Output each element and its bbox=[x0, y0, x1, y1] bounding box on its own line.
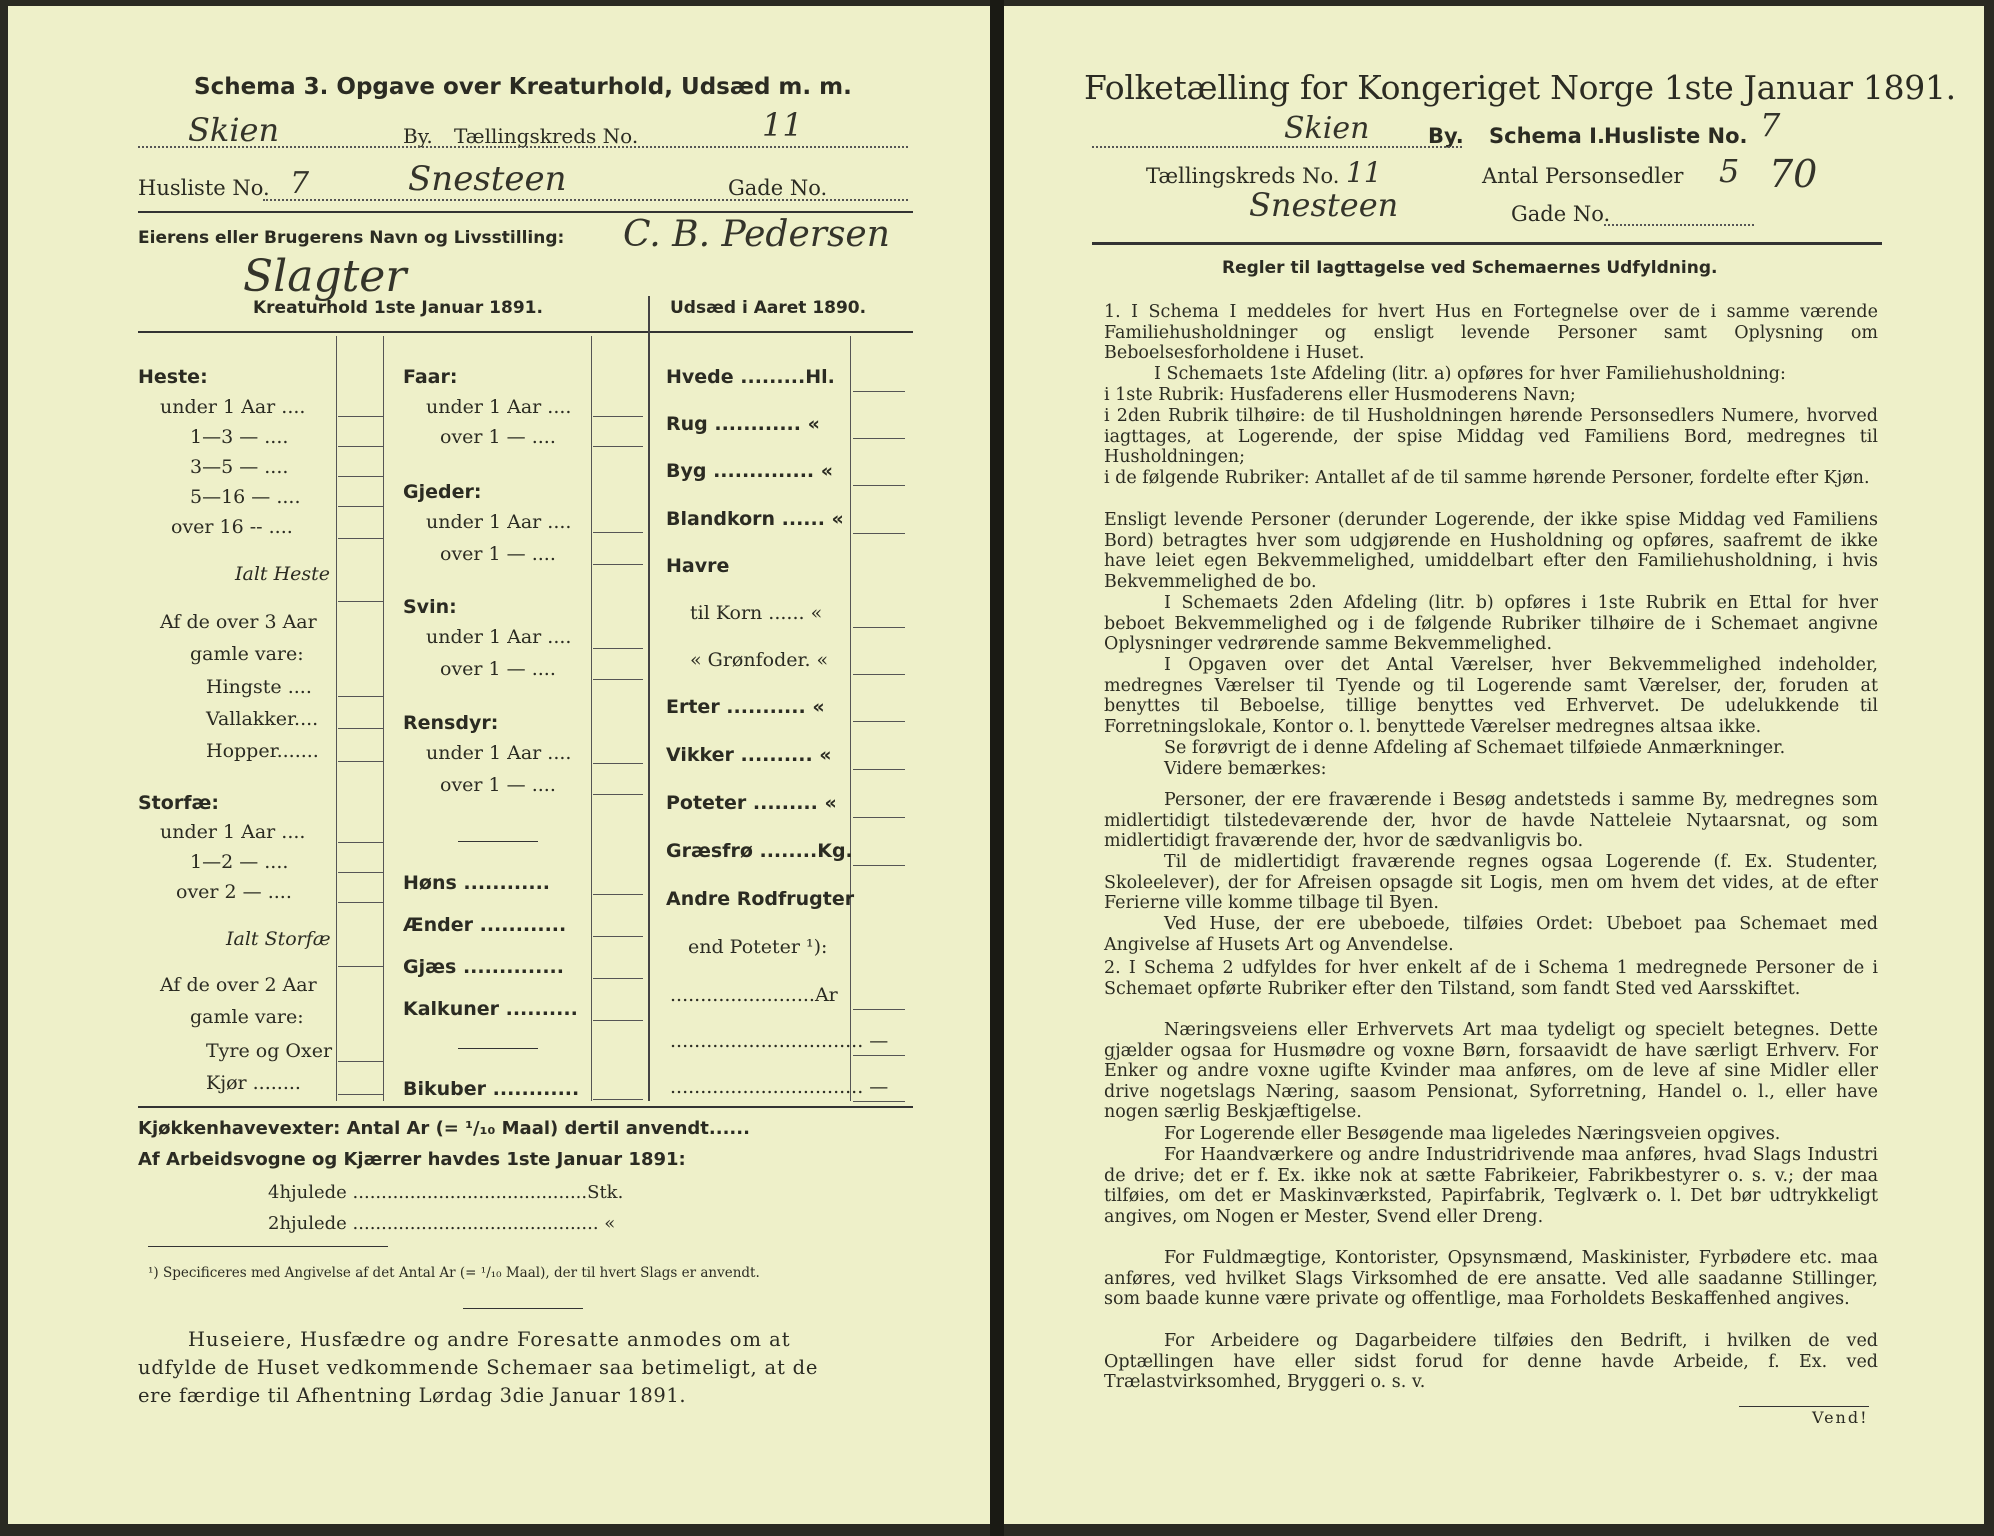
storfae-1-2: 1—2 — .... bbox=[190, 851, 289, 873]
kreds-value: 11 bbox=[1346, 156, 1382, 189]
faar-label: Faar: bbox=[403, 366, 458, 388]
kreds-label: Tællingskreds No. bbox=[454, 124, 639, 148]
gamle-vare-2: gamle vare: bbox=[190, 1006, 304, 1028]
rug: Rug ............ « bbox=[666, 413, 820, 435]
poteter: Poteter ......... « bbox=[666, 792, 837, 814]
by-value: Skien bbox=[188, 111, 280, 149]
schema3-title: Schema 3. Opgave over Kreaturhold, Udsæd m. m. bbox=[194, 74, 852, 100]
ar-line-3: ................................ — bbox=[670, 1076, 889, 1098]
ialt-heste: Ialt Heste bbox=[235, 563, 331, 585]
husliste-label: Husliste No. bbox=[138, 176, 270, 200]
erter: Erter ........... « bbox=[666, 696, 825, 718]
vallakker: Vallakker.... bbox=[206, 708, 319, 730]
street-value: Snesteen bbox=[1249, 186, 1399, 224]
four-wheel-line: 4hjulede .........................................Stk. bbox=[268, 1182, 624, 1203]
rule-para-15: Næringsveiens eller Erhvervets Art maa tydeligt og specielt betegnes. Dette gjælder ogsaa for Husmødre og voxne Børn, forsaavidt de have særligt Erhverv. For Enker og andre voxne ugifte Kvinder maa anføres, om de leve af sine Midler eller drive nogetslags Næring, saasom Pensionat, Syforretning, Handel o. l., eller have nogen særlig Beskjæftigelse. bbox=[1104, 1020, 1878, 1123]
ialt-storfae: Ialt Storfæ bbox=[226, 928, 331, 950]
havre-til-korn: til Korn ...... « bbox=[690, 602, 823, 624]
husliste-label: Husliste No. bbox=[1604, 124, 1748, 148]
hvede: Hvede .........Hl. bbox=[666, 366, 835, 388]
rules-heading: Regler til Iagttagelse ved Schemaernes Udfyldning. bbox=[1222, 258, 1718, 278]
vikker: Vikker .......... « bbox=[666, 744, 832, 766]
kreds-label: Tællingskreds No. bbox=[1146, 164, 1340, 188]
byg: Byg .............. « bbox=[666, 460, 834, 482]
closing-line-2: udfylde de Huset vedkommende Schemaer saa betimeligt, at de bbox=[138, 1356, 819, 1379]
storfae-label: Storfæ: bbox=[138, 792, 219, 814]
rule-para-18: For Fuldmægtige, Kontorister, Opsynsmænd, Maskinister, Fyrbødere etc. maa anføres, ved hvilket Slags Virksomhed de ere ansatte. Ved alle saadanne Stillinger, som baade kunne være private og offentlige, maa Forholdets Beskaffenhed angives. bbox=[1104, 1248, 1878, 1310]
census-title: Folketælling for Kongeriget Norge 1ste Januar 1891. bbox=[1084, 68, 1956, 107]
svin-label: Svin: bbox=[403, 596, 457, 618]
owner-occupation: Slagter bbox=[243, 251, 407, 302]
ar-line-1: ........................Ar bbox=[670, 984, 838, 1006]
heste-5-16: 5—16 — .... bbox=[190, 486, 301, 508]
havre-gronfoder: « Grønfoder. « bbox=[690, 649, 829, 671]
rule-para-6: Ensligt levende Personer (derunder Logerende, der ikke spise Middag ved Familiens Bord) betragtes hver som udgjørende en Husholdning og opføres, saafremt de ikke have leiet egen Bekvemmelighed, umiddelbart efter den Familiehusholdning, i hvis Bekvemmelighed de bo. bbox=[1104, 510, 1878, 592]
owner-name: C. B. Pedersen bbox=[623, 214, 890, 255]
andre-rodfrugter: Andre Rodfrugter bbox=[666, 888, 855, 910]
street-value: Snesteen bbox=[408, 159, 567, 199]
rule-para-3: i 1ste Rubrik: Husfaderens eller Husmoderens Navn; bbox=[1104, 385, 1576, 405]
gjeder-over-1: over 1 — .... bbox=[440, 543, 556, 565]
husliste-value: 7 bbox=[1760, 106, 1781, 144]
rule-para-17: For Haandværkere og andre Industridrivende maa anføres, hvad Slags Industri de drive; det er f. Ex. ikke nok at sætte Fabrikeier, Fabrikbestyrer o. s. v.; der maa tilføies, om det er Maskinværksted, Papirfabrik, Teglværk o. l. Det bør udtrykkeligt angives, om Nogen er Mester, Svend eller Dreng. bbox=[1104, 1145, 1878, 1227]
heste-1-3: 1—3 — .... bbox=[190, 426, 289, 448]
kreaturhold-heading: Kreaturhold 1ste Januar 1891. bbox=[253, 298, 543, 318]
tyre-og-oxer: Tyre og Oxer bbox=[206, 1040, 333, 1062]
by-value: Skien bbox=[1284, 111, 1370, 146]
rule-para-14: 2. I Schema 2 udfyldes for hver enkelt af de i Schema 1 medregnede Personer de i Schemaet opførte Rubriker efter den Tilstand, som fandt Sted ved Aarsskiftet. bbox=[1104, 958, 1878, 999]
af-over-2-aar: Af de over 2 Aar bbox=[160, 974, 317, 996]
rule-para-11: Personer, der ere fraværende i Besøg andetsteds i samme By, medregnes som midlertidigt tilstedeværende der, hvor de havde Natteleie Nytaarsnat, og som midlertidigt fraværende der, hvor de sædvanligvis bo. bbox=[1104, 790, 1878, 852]
hons: Høns ............ bbox=[403, 872, 551, 894]
udsaed-heading: Udsæd i Aaret 1890. bbox=[670, 298, 867, 318]
vehicles-heading: Af Arbeidsvogne og Kjærrer havdes 1ste Januar 1891: bbox=[138, 1149, 686, 1170]
svin-under-1: under 1 Aar .... bbox=[426, 626, 572, 648]
rule-para-2: I Schemaets 1ste Afdeling (litr. a) opføres for hver Familiehusholdning: bbox=[1154, 364, 1786, 384]
gade-label: Gade No. bbox=[728, 176, 828, 200]
rule-para-16: For Logerende eller Besøgende maa ligeledes Næringsveien opgives. bbox=[1164, 1124, 1781, 1144]
rule-para-7: I Schemaets 2den Afdeling (litr. b) opføres i 1ste Rubrik en Ettal for hver beboet Bekvemmelighed og i de følgende Rubriker tilhøire de i Schemaet angivne Oplysninger vedrørende samme Bekvemmelighed. bbox=[1104, 593, 1878, 655]
footnote: ¹) Specificeres med Angivelse af det Antal Ar (= ¹/₁₀ Maal), der til hvert Slags er anvendt. bbox=[148, 1265, 760, 1281]
svin-over-1: over 1 — .... bbox=[440, 658, 556, 680]
gjeder-label: Gjeder: bbox=[403, 481, 482, 503]
kjor: Kjør ........ bbox=[206, 1072, 301, 1094]
heste-under-1: under 1 Aar .... bbox=[160, 396, 306, 418]
kreds-value: 11 bbox=[762, 106, 803, 144]
af-over-3-aar: Af de over 3 Aar bbox=[160, 611, 317, 633]
graesfro: Græsfrø ........Kg. bbox=[666, 840, 853, 862]
gamle-vare-1: gamle vare: bbox=[190, 643, 304, 665]
ar-line-2: ................................ — bbox=[670, 1030, 889, 1052]
by-label: By. bbox=[403, 124, 433, 148]
heste-3-5: 3—5 — .... bbox=[190, 456, 289, 478]
left-page-schema-3 bbox=[8, 6, 990, 1524]
heste-over-16: over 16 -- .... bbox=[171, 516, 293, 538]
rule-para-19: For Arbeidere og Dagarbeidere tilføies den Bedrift, i hvilken de ved Optællingen have eller sidst forud for denne havde Arbeide, f. Ex. ved Trælastvirksomhed, Bryggeri o. s. v. bbox=[1104, 1331, 1878, 1393]
by-label: By. bbox=[1428, 124, 1464, 148]
personsedler-value: 5 bbox=[1719, 152, 1740, 190]
margin-note: 70 bbox=[1769, 152, 1818, 196]
bikuber: Bikuber ............ bbox=[403, 1078, 580, 1100]
end-poteter: end Poteter ¹): bbox=[688, 936, 828, 958]
storfae-under-1: under 1 Aar .... bbox=[160, 821, 306, 843]
havre: Havre bbox=[666, 555, 730, 577]
rule-para-12: Til de midlertidigt fraværende regnes ogsaa Logerende (f. Ex. Studenter, Skoleelever), der for Afreisen opsagde sit Logis, men om hvem det vides, at de efter Ferierne ville komme tilbage til Byen. bbox=[1104, 852, 1878, 914]
rule-para-8: I Opgaven over det Antal Værelser, hver Bekvemmelighed indeholder, medregnes Værelser til Tyende og til Logerende samt Værelser, der, foruden at benyttes til Beboelse, tillige benyttes ved Erhvervet. De udelukkende til Forretningslokale, Kontor o. l. benyttede Værelser medregnes altsaa ikke. bbox=[1104, 655, 1878, 737]
rule-para-9: Se forøvrigt de i denne Afdeling af Schemaet tilføiede Anmærkninger. bbox=[1164, 738, 1786, 758]
gjaes: Gjæs .............. bbox=[403, 956, 564, 978]
owner-label: Eierens eller Brugerens Navn og Livsstilling: bbox=[138, 228, 565, 248]
rensdyr-label: Rensdyr: bbox=[403, 712, 499, 734]
hingste: Hingste .... bbox=[206, 676, 312, 698]
vend-note: Vend! bbox=[1812, 1408, 1869, 1427]
heste-label: Heste: bbox=[138, 366, 208, 388]
right-page-schema-1 bbox=[1004, 6, 1984, 1524]
personsedler-label: Antal Personsedler bbox=[1482, 164, 1684, 188]
storfae-over-2: over 2 — .... bbox=[176, 881, 292, 903]
schema-label: Schema I. bbox=[1489, 124, 1605, 148]
rule-para-13: Ved Huse, der ere ubeboede, tilføies Ordet: Ubeboet paa Schemaet med Angivelse af Husets Art og Anvendelse. bbox=[1104, 914, 1878, 955]
rule-para-4: i 2den Rubrik tilhøire: de til Husholdningen hørende Personsedlers Numere, hvorved iagttages, at Logerende, der spise Middag ved Familiens Bord, medregnes til Husholdningen; bbox=[1104, 406, 1878, 468]
two-wheel-line: 2hjulede ........................................... « bbox=[268, 1213, 616, 1234]
rensdyr-over-1: over 1 — .... bbox=[440, 774, 556, 796]
faar-under-1: under 1 Aar .... bbox=[426, 396, 572, 418]
book-spine bbox=[990, 0, 1004, 1536]
gjeder-under-1: under 1 Aar .... bbox=[426, 511, 572, 533]
closing-line-1: Huseiere, Husfædre og andre Foresatte anmodes om at bbox=[188, 1328, 791, 1351]
gade-label: Gade No. bbox=[1511, 202, 1611, 226]
faar-over-1: over 1 — .... bbox=[440, 426, 556, 448]
hopper: Hopper....... bbox=[206, 740, 319, 762]
rule-para-1: 1. I Schema I meddeles for hvert Hus en Fortegnelse over de i samme værende Familiehusholdninger og ensligt levende Personer samt Oplysning om Beboelsesforholdene i Huset. bbox=[1104, 302, 1878, 364]
closing-line-3: ere færdige til Afhentning Lørdag 3die Januar 1891. bbox=[138, 1384, 687, 1407]
kitchen-garden-line: Kjøkkenhavevexter: Antal Ar (= ¹/₁₀ Maal) dertil anvendt...... bbox=[138, 1118, 750, 1139]
husliste-value: 7 bbox=[290, 166, 310, 201]
rule-para-10: Videre bemærkes: bbox=[1164, 759, 1327, 779]
kalkuner: Kalkuner .......... bbox=[403, 998, 578, 1020]
rule-para-5: i de følgende Rubriker: Antallet af de til samme hørende Personer, fordelte efter Kjøn. bbox=[1104, 468, 1870, 488]
aender: Ænder ............ bbox=[403, 914, 567, 936]
blandkorn: Blandkorn ...... « bbox=[666, 508, 844, 530]
rensdyr-under-1: under 1 Aar .... bbox=[426, 742, 572, 764]
